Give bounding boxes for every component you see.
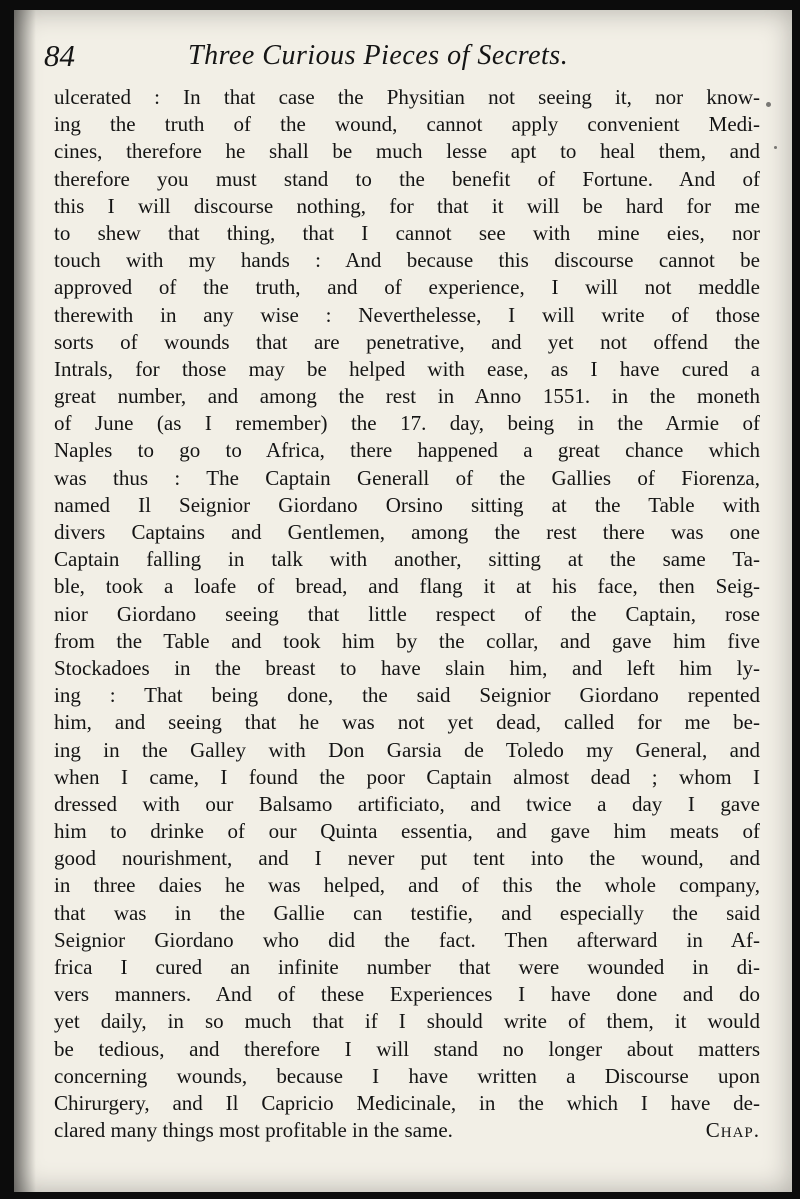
text-line (54, 655, 760, 682)
text-line-content: frica I cured an infinite number that were wounded in di- (54, 955, 760, 979)
text-line-content: Stockadoes in the breast to have slain him, and left him ly- (54, 655, 760, 680)
text-line (54, 845, 760, 872)
text-line (54, 682, 760, 709)
text-line (54, 383, 760, 410)
text-line (54, 737, 760, 764)
text-line-content: vers manners. And of these Experiences I have done and do (54, 982, 760, 1007)
text-line (54, 927, 760, 954)
text-line (54, 220, 760, 247)
text-line-content: that was in the Gallie can testifie, and especially the said (54, 900, 760, 925)
text-line (54, 492, 760, 519)
text-line-content: good nourishment, and I never put tent into the wound, and (54, 846, 760, 871)
text-line-content: therefore you must stand to the benefit of Fortune. And of (54, 166, 760, 191)
text-line (54, 111, 760, 138)
text-line (54, 1063, 760, 1090)
text-line-content: yet daily, in so much that if I should write of them, it would (54, 1009, 760, 1034)
text-line (54, 329, 760, 356)
text-line (54, 573, 760, 600)
text-line (54, 1008, 760, 1035)
text-line (54, 465, 760, 492)
text-line-content: Seignior Giordano who did the fact. Then afterward in Af- (54, 927, 760, 952)
text-line-content: was thus : The Captain Generall of the Gallies of Fiorenza, (54, 465, 760, 490)
text-line (54, 1117, 760, 1144)
catchword: Chap. (705, 1118, 760, 1143)
text-line (54, 437, 760, 464)
text-line (54, 138, 760, 165)
text-line-content: concerning wounds, because I have written a Discourse upon (54, 1063, 760, 1088)
text-line-content: him, and seeing that he was not yet dead, called for me be- (54, 710, 760, 735)
text-line (54, 601, 760, 628)
text-line (54, 628, 760, 655)
text-line-content: approved of the truth, and of experience, I will not meddle (54, 275, 760, 300)
text-line-content: ing the truth of the wound, cannot apply convenient Medi- (54, 112, 760, 137)
text-line (54, 981, 760, 1008)
text-line-content: when I came, I found the poor Captain almost dead ; whom I (54, 764, 760, 789)
text-line-content: divers Captains and Gentlemen, among the rest there was one (54, 520, 760, 544)
text-line-content: Naples to go to Africa, there happened a great chance which (54, 438, 760, 463)
text-line (54, 166, 760, 193)
text-line (54, 818, 760, 845)
text-line (54, 954, 760, 981)
text-line-content: nior Giordano seeing that little respect of the Captain, rose (54, 601, 760, 626)
text-line-content: great number, and among the rest in Anno 1551. in the moneth (54, 384, 760, 409)
text-line-content: named Il Seignior Giordano Orsino sitting at the Table with (54, 492, 760, 517)
text-line (54, 709, 760, 736)
text-line-content: Chirurgery, and Il Capricio Medicinale, in the which I have de- (54, 1090, 760, 1115)
text-line-content: Intrals, for those may be helped with ease, as I have cured a (54, 356, 760, 381)
body-text (54, 84, 760, 1144)
text-line-content: sorts of wounds that are penetrative, and yet not offend the (54, 329, 760, 354)
text-line-content: dressed with our Balsamo artificiato, and twice a day I gave (54, 791, 760, 816)
text-line (54, 247, 760, 274)
text-line-content: in three daies he was helped, and of this the whole company, (54, 873, 760, 898)
text-line-content: touch with my hands : And because this discourse cannot be (54, 248, 760, 273)
text-line (54, 1090, 760, 1117)
book-page (14, 10, 792, 1192)
text-line (54, 872, 760, 899)
text-line-content: him to drinke of our Quinta essentia, and gave him meats of (54, 819, 760, 844)
text-line (54, 302, 760, 329)
text-line (54, 1036, 760, 1063)
text-line-content: ing : That being done, the said Seignior Giordano repented (54, 683, 760, 708)
text-line-content: clared many things most profitable in the same. (54, 1118, 453, 1143)
text-line (54, 519, 760, 546)
page-header (38, 38, 758, 78)
text-line-content: be tedious, and therefore I will stand no longer about matters (54, 1036, 760, 1061)
ink-speck (774, 146, 777, 149)
text-line (54, 900, 760, 927)
text-line (54, 764, 760, 791)
text-line-content: of June (as I remember) the 17. day, being in the Armie of (54, 411, 760, 436)
text-line (54, 410, 760, 437)
text-line (54, 274, 760, 301)
text-line (54, 193, 760, 220)
text-line (54, 84, 760, 111)
text-line (54, 546, 760, 573)
text-line-content: from the Table and took him by the collar, and gave him five (54, 628, 760, 653)
text-line-content: ble, took a loafe of bread, and flang it at his face, then Seig- (54, 574, 760, 599)
page-number: 84 (44, 38, 75, 73)
ink-speck (766, 102, 771, 107)
text-line (54, 791, 760, 818)
text-line-content: ulcerated : In that case the Physitian not seeing it, nor know- (54, 85, 760, 109)
text-line-content: therewith in any wise : Neverthelesse, I will write of those (54, 302, 760, 327)
text-line-content: Captain falling in talk with another, sitting at the same Ta- (54, 547, 760, 572)
text-line-content: cines, therefore he shall be much lesse apt to heal them, and (54, 139, 760, 164)
text-line-content: to shew that thing, that I cannot see with mine eies, nor (54, 220, 760, 245)
text-line-content: ing in the Galley with Don Garsia de Toledo my General, and (54, 737, 760, 762)
text-line-content: this I will discourse nothing, for that it will be hard for me (54, 193, 760, 218)
running-title: Three Curious Pieces of Secrets. (188, 40, 569, 71)
text-line (54, 356, 760, 383)
